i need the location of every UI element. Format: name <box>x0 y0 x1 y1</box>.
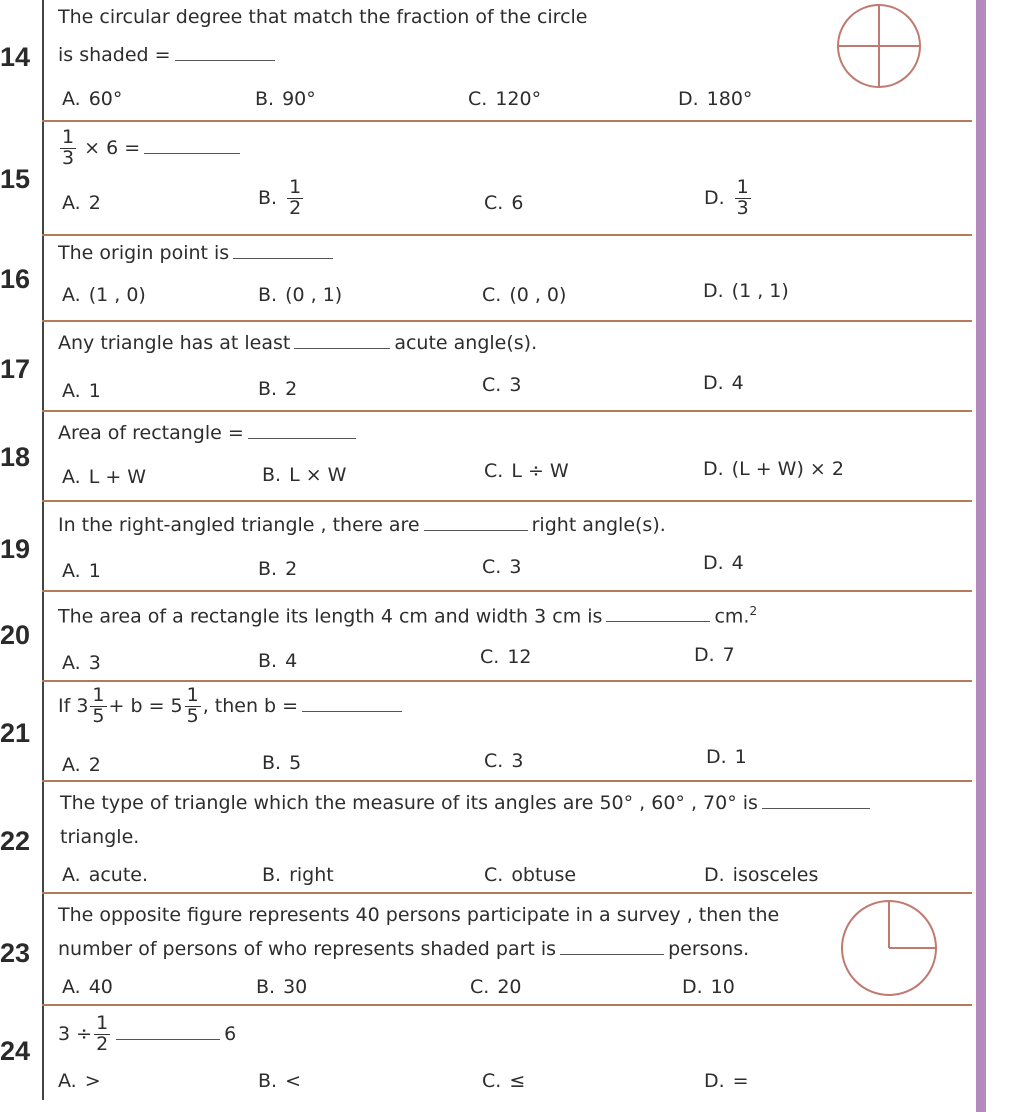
option-text: L ÷ W <box>511 460 569 482</box>
question-number: 17 <box>0 354 31 384</box>
option-text: 40 <box>88 976 113 998</box>
option-text: 2 <box>285 558 298 580</box>
option-text: 3 <box>509 374 522 396</box>
option-text: 1 <box>88 560 101 582</box>
option-d[interactable] <box>703 280 789 302</box>
option-letter: B. <box>258 650 278 672</box>
question-text-part: The area of a rectangle its length 4 cm and width 3 cm is <box>58 605 603 628</box>
option-c[interactable] <box>482 556 521 578</box>
fraction-denominator: 2 <box>96 1032 109 1055</box>
answer-blank[interactable] <box>606 620 710 622</box>
option-c[interactable] <box>484 750 523 772</box>
fraction-denominator: 5 <box>186 704 199 727</box>
answer-blank[interactable] <box>302 710 402 712</box>
option-b[interactable] <box>262 864 334 886</box>
question-text-part: cm. <box>714 605 750 628</box>
option-text: obtuse <box>511 864 577 886</box>
option-letter: C. <box>482 556 502 578</box>
option-d[interactable] <box>678 88 752 110</box>
fraction-denominator: 3 <box>736 196 749 219</box>
option-text: 2 <box>88 754 101 776</box>
question-separator <box>42 780 972 782</box>
option-text: isosceles <box>732 864 819 886</box>
question-text <box>58 422 360 444</box>
option-letter: D. <box>703 458 724 480</box>
option-letter: D. <box>678 88 699 110</box>
option-text: ≤ <box>509 1070 526 1092</box>
question-number: 16 <box>0 264 31 294</box>
option-text: 7 <box>722 644 735 666</box>
option-c[interactable] <box>468 88 541 110</box>
question-separator <box>42 892 972 894</box>
option-d[interactable] <box>682 976 735 998</box>
option-text: (0 , 0) <box>509 284 567 306</box>
option-d[interactable] <box>704 864 818 886</box>
option-letter: A. <box>62 466 81 488</box>
option-text: 20 <box>497 976 522 998</box>
option-letter: A. <box>62 560 81 582</box>
question-number: 22 <box>0 826 31 856</box>
option-text: 1 <box>734 746 747 768</box>
option-a[interactable] <box>62 754 101 776</box>
expression-part: + b = 5 <box>108 694 183 717</box>
option-a[interactable] <box>62 560 101 582</box>
option-letter: D. <box>706 746 727 768</box>
option-letter: A. <box>62 864 81 886</box>
question-separator <box>42 500 972 502</box>
question-text <box>60 792 874 814</box>
option-text: 5 <box>289 752 302 774</box>
question-number: 19 <box>0 534 31 564</box>
option-a[interactable] <box>62 88 122 110</box>
option-d[interactable] <box>703 372 744 394</box>
option-letter: A. <box>62 976 81 998</box>
option-letter: B. <box>258 284 278 306</box>
option-text: 30 <box>283 976 308 998</box>
option-c[interactable] <box>482 374 521 396</box>
expression-part: , then b = <box>202 694 299 717</box>
answer-blank[interactable] <box>144 152 240 154</box>
option-b[interactable] <box>256 976 307 998</box>
option-text: (L + W) × 2 <box>731 458 844 480</box>
fraction <box>287 178 303 219</box>
question-text <box>58 604 757 627</box>
fraction-numerator: 1 <box>289 176 302 198</box>
question-text <box>58 332 537 354</box>
question-text-part: persons. <box>668 938 750 960</box>
option-text: 2 <box>88 192 101 214</box>
option-text: 4 <box>731 372 744 394</box>
answer-blank[interactable] <box>560 953 664 955</box>
option-text: > <box>84 1070 101 1092</box>
option-letter: B. <box>258 378 278 400</box>
survey-circle-figure <box>838 896 940 1000</box>
option-text: < <box>285 1070 301 1092</box>
answer-blank[interactable] <box>248 437 356 439</box>
option-a[interactable] <box>62 192 101 214</box>
option-letter: A. <box>62 88 81 110</box>
option-b[interactable] <box>262 752 301 774</box>
question-number: 20 <box>0 620 31 650</box>
question-number: 18 <box>0 442 31 472</box>
option-text: 3 <box>88 652 101 674</box>
question-number: 15 <box>0 164 31 194</box>
option-d[interactable] <box>694 644 735 666</box>
option-letter: C. <box>482 374 502 396</box>
option-letter: C. <box>482 1070 502 1092</box>
answer-blank[interactable] <box>233 257 333 259</box>
question-expression <box>58 1014 236 1055</box>
fraction <box>90 686 106 727</box>
option-a[interactable] <box>62 380 101 402</box>
option-text: 4 <box>731 552 744 574</box>
answer-blank[interactable] <box>424 529 528 531</box>
option-letter: C. <box>484 750 504 772</box>
answer-blank[interactable] <box>762 807 870 809</box>
question-text-part: right angle(s). <box>531 514 666 536</box>
option-text: 90° <box>282 88 316 110</box>
option-c[interactable] <box>482 284 566 306</box>
question-text <box>58 938 749 960</box>
option-letter: A. <box>62 192 81 214</box>
question-text-part: In the right-angled triangle , there are <box>58 514 420 536</box>
option-letter: A. <box>62 284 81 306</box>
fraction <box>94 1014 110 1055</box>
option-b[interactable] <box>258 378 297 400</box>
answer-blank[interactable] <box>116 1038 220 1040</box>
question-text-part: The type of triangle which the measure of its angles are 50° , 60° , 70° is <box>60 792 758 814</box>
question-text: triangle. <box>60 826 140 848</box>
question-text: The opposite figure represents 40 persons participate in a survey , then the <box>58 904 780 926</box>
fraction-denominator: 2 <box>289 196 302 219</box>
fraction <box>735 178 751 219</box>
question-expression <box>58 128 244 169</box>
fraction-numerator: 1 <box>186 684 199 706</box>
question-separator <box>42 120 972 122</box>
option-letter: B. <box>258 558 278 580</box>
option-text: L × W <box>289 464 347 486</box>
question-text: The circular degree that match the fraction of the circle <box>58 6 588 28</box>
question-separator <box>42 320 972 322</box>
option-c[interactable] <box>484 192 523 214</box>
question-text-part: The origin point is <box>58 242 230 264</box>
option-letter: C. <box>482 284 502 306</box>
option-text: 12 <box>507 646 532 668</box>
option-a[interactable] <box>62 466 146 488</box>
option-letter: A. <box>58 1070 77 1092</box>
option-letter: B. <box>258 186 278 209</box>
option-letter: D. <box>704 186 725 209</box>
question-separator <box>42 680 972 682</box>
fraction <box>60 128 76 169</box>
option-letter: B. <box>262 752 282 774</box>
option-letter: B. <box>256 976 276 998</box>
option-letter: A. <box>62 652 81 674</box>
option-b[interactable] <box>258 558 297 580</box>
question-separator <box>42 410 972 412</box>
option-b[interactable] <box>258 178 305 219</box>
option-letter: B. <box>258 1070 278 1092</box>
question-separator <box>42 590 972 592</box>
option-letter: D. <box>703 372 724 394</box>
option-text: 180° <box>706 88 753 110</box>
option-letter: C. <box>470 976 490 998</box>
page-edge-bar <box>976 0 986 1112</box>
fraction-numerator: 1 <box>96 1012 109 1034</box>
option-letter: D. <box>703 280 724 302</box>
option-text: 2 <box>285 378 298 400</box>
option-letter: D. <box>694 644 715 666</box>
option-text: 1 <box>88 380 101 402</box>
option-text: (0 , 1) <box>285 284 343 306</box>
option-letter: C. <box>484 192 504 214</box>
question-number: 24 <box>0 1036 31 1066</box>
question-number: 21 <box>0 718 31 748</box>
question-text <box>58 514 666 536</box>
option-text: 10 <box>710 976 735 998</box>
option-letter: C. <box>468 88 488 110</box>
question-text-part: acute angle(s). <box>394 332 538 354</box>
question-separator <box>42 1004 972 1006</box>
answer-blank[interactable] <box>175 59 275 61</box>
option-letter: C. <box>484 864 504 886</box>
answer-blank[interactable] <box>294 347 390 349</box>
option-a[interactable] <box>62 864 148 886</box>
option-letter: B. <box>262 464 282 486</box>
option-letter: D. <box>682 976 703 998</box>
question-expression <box>58 686 406 727</box>
option-a[interactable] <box>62 652 101 674</box>
option-letter: B. <box>262 864 282 886</box>
question-text-part: number of persons of who represents shaded part is <box>58 938 557 960</box>
expression-part: 6 <box>224 1022 237 1045</box>
option-d[interactable] <box>703 458 844 480</box>
option-c[interactable] <box>484 460 569 482</box>
expression-part: 3 ÷ <box>58 1022 93 1045</box>
fraction-numerator: 1 <box>736 176 749 198</box>
option-text: right <box>289 864 334 886</box>
option-c[interactable] <box>484 864 576 886</box>
option-d[interactable] <box>703 552 744 574</box>
fraction <box>185 686 201 727</box>
option-text: (1 , 1) <box>731 280 789 302</box>
option-text: 3 <box>509 556 522 578</box>
option-text: acute. <box>88 864 149 886</box>
option-a[interactable] <box>62 284 146 306</box>
fraction-numerator: 1 <box>62 126 75 148</box>
option-letter: D. <box>703 552 724 574</box>
question-text <box>58 242 337 264</box>
quartered-circle-figure <box>836 0 922 92</box>
option-b[interactable] <box>258 650 297 672</box>
option-letter: B. <box>255 88 275 110</box>
superscript: 2 <box>749 604 758 618</box>
question-text <box>58 44 279 66</box>
option-text: L + W <box>88 466 147 488</box>
expression-tail: × 6 = <box>84 136 141 159</box>
option-d[interactable] <box>704 178 753 219</box>
option-b[interactable] <box>262 464 346 486</box>
option-c[interactable] <box>470 976 522 998</box>
fraction-numerator: 1 <box>92 684 105 706</box>
option-d[interactable] <box>704 1070 749 1092</box>
option-a[interactable] <box>62 976 113 998</box>
option-text: 120° <box>495 88 542 110</box>
option-c[interactable] <box>482 1070 525 1092</box>
option-c[interactable] <box>480 646 532 668</box>
option-letter: A. <box>62 754 81 776</box>
fraction-denominator: 3 <box>62 146 75 169</box>
question-number: 14 <box>0 42 31 72</box>
option-text: 60° <box>88 88 123 110</box>
option-letter: C. <box>480 646 500 668</box>
option-letter: A. <box>62 380 81 402</box>
option-text: 6 <box>511 192 524 214</box>
question-number: 23 <box>0 938 31 968</box>
fraction-denominator: 5 <box>92 704 105 727</box>
question-text-part: is shaded = <box>58 44 171 66</box>
question-text-part: Area of rectangle = <box>58 422 244 444</box>
option-d[interactable] <box>706 746 747 768</box>
number-column-divider <box>42 0 44 1100</box>
option-text: 3 <box>511 750 524 772</box>
option-a[interactable] <box>58 1070 101 1092</box>
question-text-part: Any triangle has at least <box>58 332 291 354</box>
question-separator <box>42 234 972 236</box>
option-letter: D. <box>704 864 725 886</box>
option-text: = <box>732 1070 749 1092</box>
option-b[interactable] <box>255 88 316 110</box>
option-letter: C. <box>484 460 504 482</box>
option-letter: D. <box>704 1070 725 1092</box>
option-text: 4 <box>285 650 298 672</box>
option-text: (1 , 0) <box>88 284 146 306</box>
option-b[interactable] <box>258 1070 301 1092</box>
option-b[interactable] <box>258 284 342 306</box>
expression-part: If 3 <box>58 694 89 717</box>
